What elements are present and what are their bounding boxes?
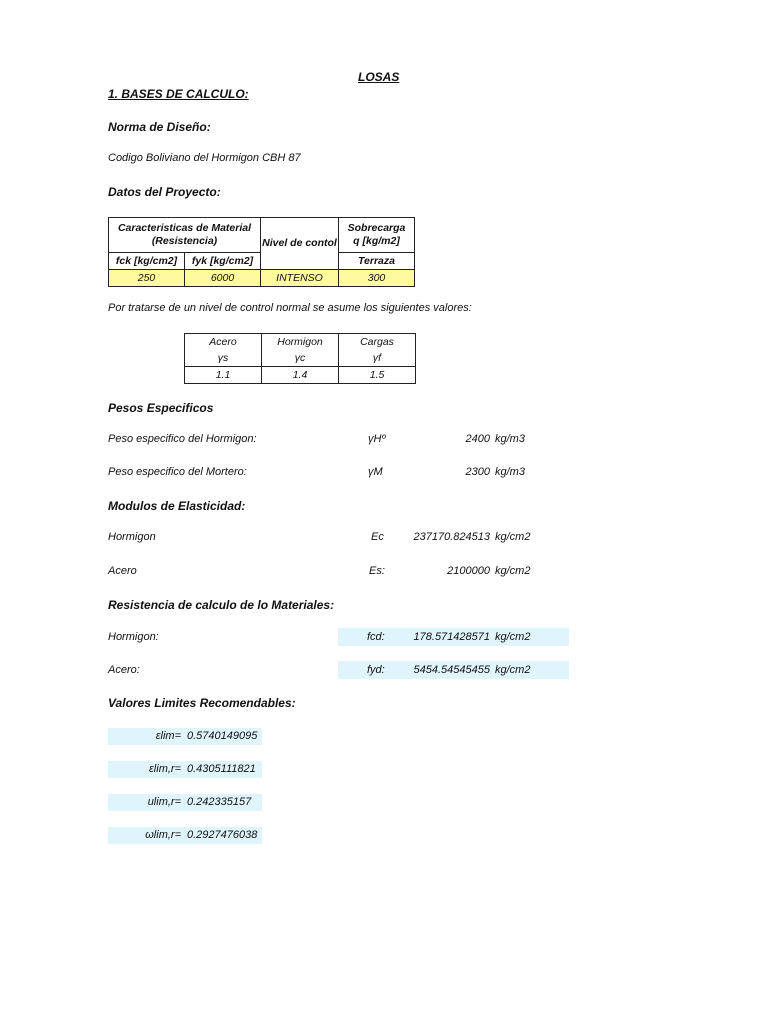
omega-lim-r-label: ωlim,r= bbox=[145, 829, 181, 841]
section-heading-bases: 1. BASES DE CALCULO: bbox=[108, 87, 249, 101]
gamma-s-value: 1.1 bbox=[185, 367, 262, 384]
material-header-line1: Caracteristicas de Material bbox=[117, 222, 252, 234]
sobrecarga-header-line2: q [kg/m2] bbox=[353, 235, 400, 247]
omega-lim-r-value: 0.2927476038 bbox=[187, 829, 258, 841]
fck-label: fck [kg/cm2] bbox=[109, 253, 185, 270]
modulos-heading: Modulos de Elasticidad: bbox=[108, 499, 246, 513]
epsilon-lim-r-label: εlim,r= bbox=[148, 763, 181, 775]
safety-factors-table bbox=[184, 333, 416, 384]
epsilon-lim-row bbox=[108, 728, 262, 745]
peso-hormigon-symbol: γHº bbox=[368, 433, 386, 445]
nivel-control-value: INTENSO bbox=[261, 270, 339, 287]
project-data-table bbox=[108, 217, 415, 287]
hormigon-header: Hormigon bbox=[262, 334, 339, 351]
material-header-line2: (Resistencia) bbox=[151, 235, 218, 247]
fck-value: 250 bbox=[109, 270, 185, 287]
norma-text: Codigo Boliviano del Hormigon CBH 87 bbox=[108, 152, 301, 164]
gamma-s-symbol: γs bbox=[185, 350, 262, 367]
factores-intro: Por tratarse de un nivel de control normal se asume los siguientes valores: bbox=[108, 302, 472, 314]
sobrecarga-header-line1: Sobrecarga bbox=[347, 222, 406, 234]
peso-mortero-value: 2300 bbox=[465, 466, 490, 478]
cargas-header: Cargas bbox=[339, 334, 416, 351]
modulo-acero-symbol: Es: bbox=[369, 565, 385, 577]
resistencia-heading: Resistencia de calculo de lo Materiales: bbox=[108, 598, 335, 612]
modulo-acero-value: 2100000 bbox=[447, 565, 490, 577]
modulo-hormigon-value: 237170.824513 bbox=[413, 531, 490, 543]
sobrecarga-value: 300 bbox=[339, 270, 415, 287]
peso-hormigon-value: 2400 bbox=[465, 433, 490, 445]
gamma-c-symbol: γc bbox=[262, 350, 339, 367]
fyd-value: 5454.54545455 bbox=[413, 664, 490, 676]
peso-hormigon-label: Peso especifico del Hormigon: bbox=[108, 433, 257, 445]
epsilon-lim-r-value: 0.4305111821 bbox=[187, 763, 256, 775]
fcd-value: 178.571428571 bbox=[413, 631, 490, 643]
u-lim-r-row bbox=[108, 794, 262, 811]
norma-heading: Norma de Diseño: bbox=[108, 120, 211, 134]
peso-mortero-label: Peso especifico del Mortero: bbox=[108, 466, 247, 478]
fyk-value: 6000 bbox=[185, 270, 261, 287]
document-title: LOSAS bbox=[358, 70, 400, 84]
peso-mortero-unit: kg/m3 bbox=[495, 466, 525, 478]
fyd-symbol: fyd: bbox=[367, 664, 385, 676]
nivel-control-header: Nivel de contol bbox=[261, 218, 339, 270]
gamma-f-symbol: γf bbox=[339, 350, 416, 367]
modulo-acero-label: Acero bbox=[108, 565, 137, 577]
terraza-label: Terraza bbox=[339, 253, 415, 270]
fcd-unit: kg/cm2 bbox=[495, 631, 531, 643]
peso-hormigon-unit: kg/m3 bbox=[495, 433, 525, 445]
fyd-unit: kg/cm2 bbox=[495, 664, 531, 676]
fcd-symbol: fcd: bbox=[367, 631, 385, 643]
epsilon-lim-value: 0.5740149095 bbox=[187, 730, 258, 742]
modulo-hormigon-unit: kg/cm2 bbox=[495, 531, 531, 543]
gamma-f-value: 1.5 bbox=[339, 367, 416, 384]
u-lim-r-value: 0.242335157 bbox=[187, 796, 252, 808]
resistencia-acero-label: Acero: bbox=[108, 664, 140, 676]
modulo-hormigon-symbol: Ec bbox=[371, 531, 384, 543]
pesos-heading: Pesos Especificos bbox=[108, 401, 214, 415]
fyk-label: fyk [kg/cm2] bbox=[185, 253, 261, 270]
peso-mortero-symbol: γM bbox=[368, 466, 383, 478]
gamma-c-value: 1.4 bbox=[262, 367, 339, 384]
modulo-acero-unit: kg/cm2 bbox=[495, 565, 531, 577]
modulo-hormigon-label: Hormigon bbox=[108, 531, 156, 543]
resistencia-hormigon-label: Hormigon: bbox=[108, 631, 159, 643]
omega-lim-r-row bbox=[108, 827, 262, 844]
epsilon-lim-r-row bbox=[108, 761, 262, 778]
epsilon-lim-label: εlim= bbox=[155, 730, 181, 742]
u-lim-r-label: ulim,r= bbox=[147, 796, 181, 808]
sobrecarga-header bbox=[339, 218, 415, 253]
datos-heading: Datos del Proyecto: bbox=[108, 185, 221, 199]
limites-heading: Valores Limites Recomendables: bbox=[108, 696, 296, 710]
material-header bbox=[109, 218, 261, 253]
acero-header: Acero bbox=[185, 334, 262, 351]
